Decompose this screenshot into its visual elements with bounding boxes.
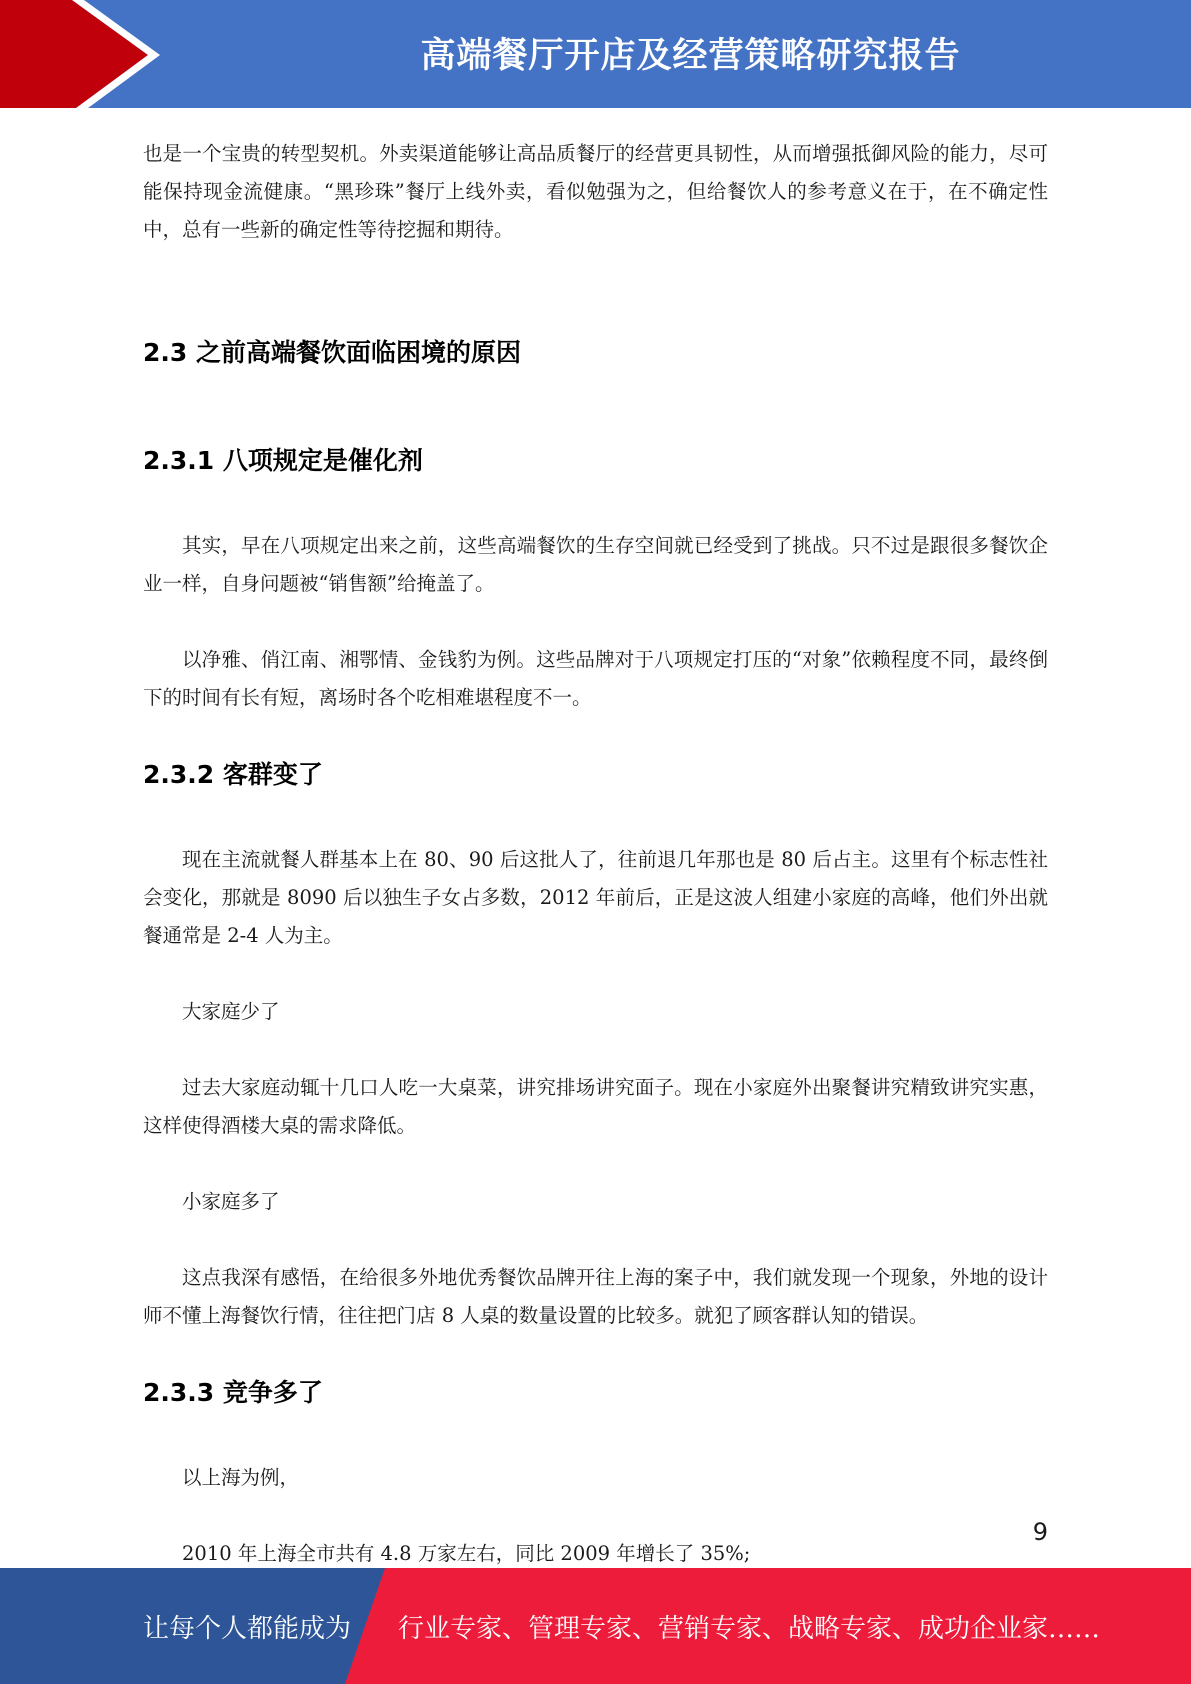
- section-heading-2-3-3: 2.3.3 竞争多了: [143, 1378, 323, 1407]
- section-heading-2-3-2: 2.3.2 客群变了: [143, 760, 323, 789]
- page-header-banner: [0, 0, 1191, 111]
- section-heading-2-3: 2.3 之前高端餐饮面临困境的原因: [143, 338, 521, 367]
- paragraph: 小家庭多了: [182, 1190, 280, 1213]
- footer-slogan-left: 让每个人都能成为: [143, 1613, 352, 1644]
- header-divider: [0, 108, 1191, 111]
- report-title: 高端餐厅开店及经营策略研究报告: [420, 35, 961, 76]
- footer-slogan-right: 行业专家、管理专家、营销专家、战略专家、成功企业家……: [398, 1613, 1101, 1644]
- paragraph-intro: 也是一个宝贵的转型契机。外卖渠道能够让高品质餐厅的经营更具韧性，从而增强抵御风险的能力，尽可能保持现金流健康。“黑珍珠”餐厅上线外卖，看似勉强为之，但给餐饮人的参考意义在于，在不确定性中，总有一些新的确定性等待挖掘和期待。: [143, 142, 1048, 241]
- page-content: [143, 135, 1048, 1573]
- paragraph: 以上海为例，: [182, 1466, 300, 1489]
- paragraph: 以净雅、俏江南、湘鄂情、金钱豹为例。这些品牌对于八项规定打压的“对象”依赖程度不同，最终倒下的时间有长有短，离场时各个吃相难堪程度不一。: [143, 648, 1048, 709]
- page-number: 9: [1032, 1518, 1048, 1546]
- paragraph: 2010 年上海全市共有 4.8 万家左右，同比 2009 年增长了 35%;: [182, 1542, 751, 1565]
- paragraph: 现在主流就餐人群基本上在 80、90 后这批人了，往前退几年那也是 80 后占主。这里有个标志性社会变化，那就是 8090 后以独生子女占多数，2012 年前后，正是这波人组建小家庭的高峰，他们外出就餐通常是 2-4 人为主。: [143, 848, 1048, 947]
- paragraph: 这点我深有感悟，在给很多外地优秀餐饮品牌开往上海的案子中，我们就发现一个现象，外地的设计师不懂上海餐饮行情，往往把门店 8 人桌的数量设置的比较多。就犯了顾客群认知的错误。: [143, 1266, 1048, 1327]
- paragraph: 其实，早在八项规定出来之前，这些高端餐饮的生存空间就已经受到了挑战。只不过是跟很多餐饮企业一样，自身问题被“销售额”给掩盖了。: [143, 534, 1048, 595]
- paragraph: 过去大家庭动辄十几口人吃一大桌菜，讲究排场讲究面子。现在小家庭外出聚餐讲究精致讲究实惠，这样使得酒楼大桌的需求降低。: [143, 1076, 1048, 1137]
- section-heading-2-3-1: 2.3.1 八项规定是催化剂: [143, 446, 423, 475]
- paragraph: 大家庭少了: [182, 1000, 280, 1023]
- page-footer-banner: [0, 1568, 1191, 1684]
